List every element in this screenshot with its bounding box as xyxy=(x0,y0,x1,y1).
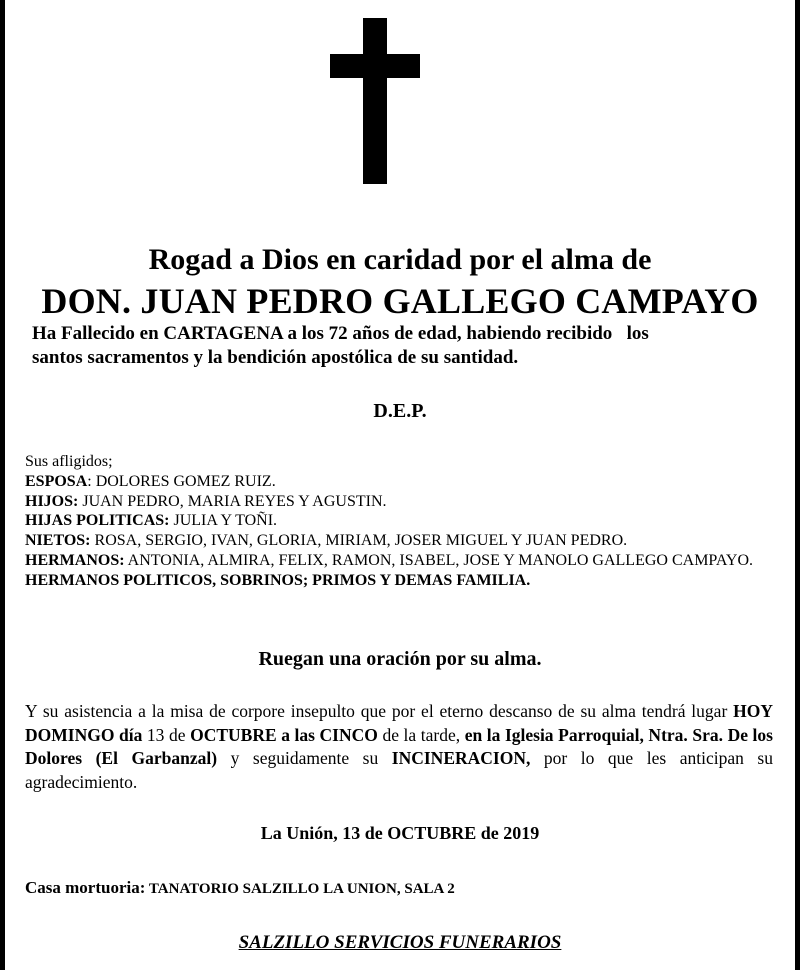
esposa-value: : DOLORES GOMEZ RUIZ. xyxy=(87,472,276,490)
mass-time: OCTUBRE a las CINCO xyxy=(190,724,378,745)
family-row-nietos xyxy=(25,531,773,551)
deceased-name: DON. JUAN PEDRO GALLEGO CAMPAYO xyxy=(41,281,759,321)
family-row-hijos xyxy=(25,492,773,512)
intro-text-2: los xyxy=(626,323,649,344)
funeral-home xyxy=(25,878,785,898)
family-row-hermanos xyxy=(25,551,773,571)
hijas-politicas-value: JULIA Y TOÑI. xyxy=(169,512,278,530)
hijas-politicas-label: HIJAS POLITICAS: xyxy=(25,512,170,530)
family-intro: Sus afligidos; xyxy=(25,453,113,470)
hijos-label: HIJOS: xyxy=(25,492,79,510)
nietos-value: ROSA, SERGIO, IVAN, GLORIA, MIRIAM, JOSER MIGUEL Y JUAN PEDRO. xyxy=(90,532,628,550)
funeral-company: SALZILLO SERVICIOS FUNERARIOS xyxy=(238,932,562,953)
mass-day: HOY DOMINGO día xyxy=(25,701,773,745)
mass-paragraph xyxy=(25,700,773,794)
family-row-hijas-politicas xyxy=(25,511,773,531)
hijos-value: JUAN PEDRO, MARIA REYES Y AGUSTIN. xyxy=(78,492,387,510)
place-and-date: La Unión, 13 de OCTUBRE de 2019 xyxy=(260,823,540,843)
intro-text-1: Ha Fallecido en CARTAGENA a los 72 años de edad, habiendo recibido xyxy=(32,323,613,344)
cross-icon xyxy=(330,18,420,184)
mass-text-2: 13 de xyxy=(142,724,191,745)
mass-text-5: por lo que les anticipan su agradecimiento. xyxy=(25,748,773,792)
family-list xyxy=(25,452,773,591)
funeral-home-value: TANATORIO SALZILLO LA UNION, SALA 2 xyxy=(145,881,455,897)
heading-prayer-line: Rogad a Dios en caridad por el alma de xyxy=(148,243,652,276)
family-row-esposa xyxy=(25,472,773,492)
dep-heading: D.E.P. xyxy=(373,400,427,422)
mass-text-3: de la tarde, xyxy=(377,724,465,745)
death-notice-paragraph xyxy=(32,322,762,370)
mass-text-1: Y su asistencia a la misa de corpore insepulto que por el eterno descanso de su alma tendrá lugar xyxy=(25,701,734,721)
esposa-label: ESPOSA xyxy=(25,472,88,490)
hermanos-value: ANTONIA, ALMIRA, FELIX, RAMON, ISABEL, JOSE Y MANOLO GALLEGO CAMPAYO. xyxy=(124,551,754,569)
family-row-politicos: HERMANOS POLITICOS, SOBRINOS; PRIMOS Y DEMAS FAMILIA. xyxy=(25,571,531,589)
funeral-home-label: Casa mortuoria: xyxy=(25,878,146,897)
hermanos-label: HERMANOS: xyxy=(25,551,125,569)
mass-church: en la Iglesia Parroquial, Ntra. Sra. De los Dolores (El Garbanzal) xyxy=(25,724,773,768)
mass-incineration: INCINERACION, xyxy=(391,748,531,768)
nietos-label: NIETOS: xyxy=(25,532,91,550)
prayer-request: Ruegan una oración por su alma. xyxy=(258,648,542,670)
mass-text-4: y seguidamente su xyxy=(217,748,392,768)
intro-text-3: santos sacramentos y la bendición apostólica de su santidad. xyxy=(32,347,519,368)
